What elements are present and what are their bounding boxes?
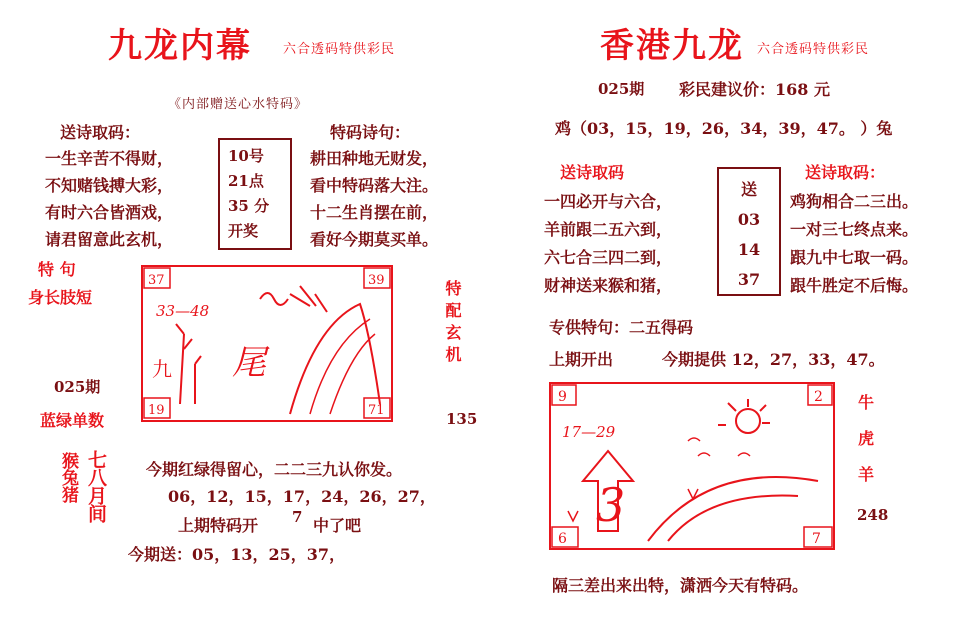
left-hand-drawn-picture [140, 264, 395, 424]
box-line: 送 [740, 180, 757, 199]
plant-scribble [176, 324, 201, 404]
left-special-text: 身长肢短 [28, 288, 93, 307]
hill-scribble [648, 477, 818, 541]
corner-number: 6 [558, 531, 567, 547]
left-animals: 猴兔猪 [58, 452, 78, 503]
right-poem-left [544, 188, 672, 300]
right-poem-right [790, 188, 918, 300]
right-subtitle: 六合透码特供彩民 [757, 42, 870, 57]
picture-range: 17—29 [562, 423, 616, 441]
left-poem-left [45, 145, 173, 253]
left-poem-right [310, 145, 438, 253]
zodiac-item: 牛 [858, 393, 875, 412]
right-special-line: 专供特句：二五得码 [549, 318, 694, 337]
poem-line: 六七合三四二到， [544, 248, 673, 267]
box-line: 开奖 [228, 222, 259, 240]
corner-number: 2 [814, 389, 823, 405]
left-numbers-line: 06，12，15，17，24，26，27， [168, 487, 436, 506]
box-line: 10号 [228, 147, 264, 165]
corner-number: 19 [148, 403, 165, 418]
right-footer: 隔三差出来出特，潇洒今天有特码。 [552, 576, 809, 595]
poem-line: 跟牛胜定不后悔。 [790, 276, 919, 295]
picture-range: 33—48 [156, 302, 210, 320]
box-line: 14 [737, 240, 761, 259]
poem-line: 不知赌钱搏大彩， [45, 176, 174, 195]
left-side-number: 135 [446, 410, 478, 428]
corner-number: 9 [558, 389, 567, 405]
box-line: 03 [737, 210, 761, 229]
right-zodiac [858, 385, 874, 493]
poem-line: 十二生肖摆在前， [310, 203, 439, 222]
left-last-issue-num: 7 [292, 508, 303, 526]
left-send-line: 今期送：05，13，25，37， [128, 545, 346, 564]
hill-lines [310, 319, 375, 414]
bird-scribbles [688, 438, 750, 456]
grass-scribble [568, 489, 698, 521]
poem-line: 一对三七终点来。 [790, 220, 919, 239]
poem-line: 看好今期莫买单。 [310, 230, 439, 249]
left-title: 九龙内幕 [108, 26, 252, 66]
left-tip-line: 今期红绿得留心，二二三九认你发。 [146, 460, 403, 479]
left-center-box [218, 138, 292, 250]
corner-number: 39 [368, 273, 385, 288]
left-last-issue-label: 上期特码开 [178, 516, 259, 535]
poem-line: 鸡狗相合二三出。 [790, 192, 919, 211]
box-line: 35 分 [228, 197, 270, 215]
right-price: 彩民建议价：168 元 [679, 80, 830, 99]
sun-scribble [736, 409, 760, 433]
right-poem-label: 送诗取码 [560, 163, 625, 182]
box-line: 37 [737, 270, 761, 289]
right-title: 香港九龙 [600, 26, 744, 66]
poem-line: 一生辛苦不得财， [45, 149, 174, 168]
corner-number: 37 [148, 273, 165, 288]
zodiac-item: 羊 [858, 465, 875, 484]
poem-line: 有时六合皆酒戏， [45, 203, 174, 222]
left-months: 七八月间 [85, 450, 107, 522]
left-poem-label: 送诗取码： [60, 123, 141, 142]
sun-scribble [260, 293, 288, 305]
right-poem-right-label: 送诗取码： [805, 163, 886, 182]
rays-scribble [718, 399, 770, 425]
right-issue: 025期 [598, 80, 645, 98]
picture-scrawl: 尾 [232, 343, 266, 383]
poem-line: 耕田种地无财发， [310, 149, 439, 168]
left-special-label: 特 句 [38, 260, 76, 279]
left-poem-right-label: 特码诗句： [330, 123, 411, 142]
left-issue: 025期 [54, 378, 101, 396]
right-hand-drawn-picture [548, 381, 838, 553]
right-side-number: 248 [857, 506, 889, 524]
left-last-issue-hit: 中了吧 [313, 516, 362, 535]
zodiac-item: 虎 [858, 429, 875, 448]
right-last-open: 上期开出 [549, 350, 614, 369]
right-center-box [717, 167, 781, 296]
left-color-tip: 蓝绿单数 [40, 411, 105, 430]
picture-scrawl: 九 [152, 357, 172, 381]
poem-line: 羊前跟二五六到， [544, 220, 673, 239]
left-side-text: 特配玄机 [443, 280, 462, 368]
right-rooster-line: 鸡（03，15，19，26，34，39，47。 ）兔 [555, 119, 893, 138]
poem-line: 请君留意此玄机， [45, 230, 174, 249]
poem-line: 财神送来猴和猪， [544, 276, 673, 295]
picture-scrawl: 3 [596, 478, 626, 532]
poem-line: 跟九中七取一码。 [790, 248, 919, 267]
box-line: 21点 [228, 172, 264, 190]
rays-scribble [290, 286, 327, 312]
left-subtitle: 六合透码特供彩民 [283, 42, 396, 57]
left-quote: 《内部赠送心水特码》 [168, 97, 309, 112]
poem-line: 一四必开与六合， [544, 192, 673, 211]
poem-line: 看中特码落大注。 [310, 176, 439, 195]
corner-number: 7 [812, 531, 821, 547]
corner-number: 71 [368, 403, 385, 418]
right-provide-line: 今期提供 12，27，33，47。 [662, 350, 885, 369]
